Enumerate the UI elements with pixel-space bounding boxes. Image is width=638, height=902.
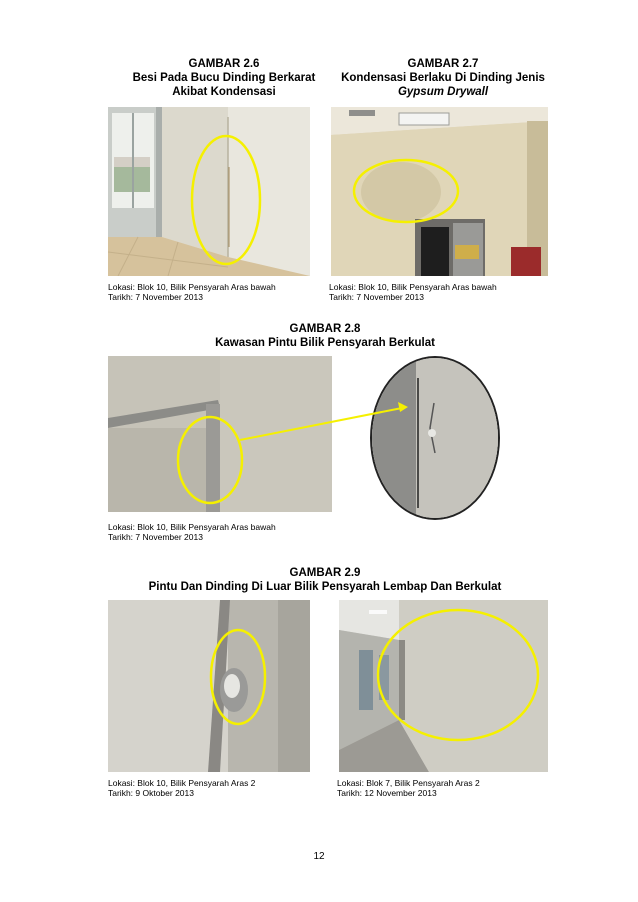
figure-2-8-line1: Kawasan Pintu Bilik Pensyarah Berkulat <box>215 337 435 349</box>
figure-2-9-right-location: Lokasi: Blok 7, Bilik Pensyarah Aras 2 <box>337 778 480 788</box>
figure-2-7-line2: Gypsum Drywall <box>397 86 489 98</box>
figure-2-8-location: Lokasi: Blok 10, Bilik Pensyarah Aras bawah <box>108 522 276 532</box>
figure-2-9-title: GAMBAR 2.9 <box>289 567 361 579</box>
figure-2-6-line1: Besi Pada Bucu Dinding Berkarat <box>132 72 316 84</box>
highlight-ellipse-2-9-left <box>211 630 265 724</box>
figure-2-9-left-location: Lokasi: Blok 10, Bilik Pensyarah Aras 2 <box>108 778 256 788</box>
highlight-arrow-2-8 <box>240 408 402 440</box>
highlight-arrowhead-2-8 <box>398 402 408 412</box>
figure-2-8-date: Tarikh: 7 November 2013 <box>108 532 203 542</box>
highlight-ellipse-2-6 <box>192 136 260 264</box>
figure-2-6-date: Tarikh: 7 November 2013 <box>108 292 203 302</box>
highlight-ellipse-2-7 <box>354 160 458 222</box>
figure-2-9-right-date: Tarikh: 12 November 2013 <box>337 788 437 798</box>
figure-2-7-line1: Kondensasi Berlaku Di Dinding Jenis <box>341 72 545 84</box>
figure-2-6-line2: Akibat Kondensasi <box>172 86 276 98</box>
figure-2-8-title: GAMBAR 2.8 <box>289 323 361 335</box>
figure-2-9-line1: Pintu Dan Dinding Di Luar Bilik Pensyarah Lembap Dan Berkulat <box>148 581 502 593</box>
highlight-ellipse-2-9-right <box>378 610 538 740</box>
highlight-ellipse-2-8 <box>178 417 242 503</box>
figure-2-9-left-date: Tarikh: 9 Oktober 2013 <box>108 788 194 798</box>
page-number: 12 <box>313 851 325 862</box>
figure-2-6-location: Lokasi: Blok 10, Bilik Pensyarah Aras bawah <box>108 282 276 292</box>
figure-2-7-location: Lokasi: Blok 10, Bilik Pensyarah Aras bawah <box>329 282 497 292</box>
figure-2-7-date: Tarikh: 7 November 2013 <box>329 292 424 302</box>
figure-2-6-title: GAMBAR 2.6 <box>188 58 260 70</box>
figure-2-7-title: GAMBAR 2.7 <box>407 58 479 70</box>
